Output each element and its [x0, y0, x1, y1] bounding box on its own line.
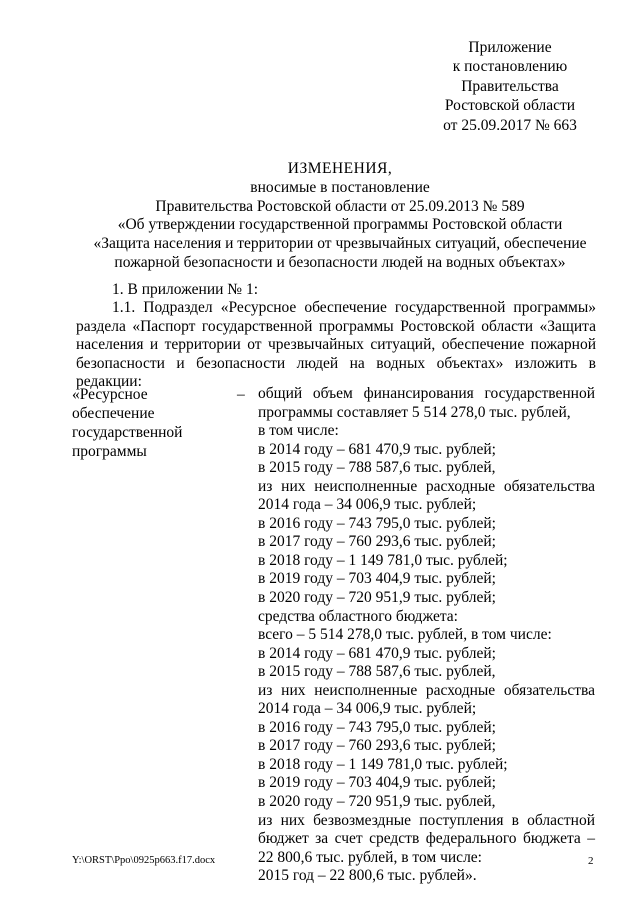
- item-1-heading: 1. В приложении № 1:: [112, 281, 259, 298]
- resource-label-line: «Ресурсное: [72, 386, 148, 403]
- resource-funding-line: из них неисполненные расходные обязательства: [258, 681, 595, 699]
- resource-funding-line: в 2015 году – 788 587,6 тыс. рублей,: [258, 459, 496, 477]
- footer-file-path: Y:\ORST\Ppo\0925p663.f17.docx: [72, 855, 216, 866]
- resource-funding-line: в 2020 году – 720 951,9 тыс. рублей,: [258, 793, 496, 811]
- title-main: ИЗМЕНЕНИЯ,: [287, 160, 393, 177]
- appendix-line: Приложение: [468, 39, 552, 56]
- resource-dash: –: [237, 386, 245, 403]
- resource-funding-line: средства областного бюджета:: [258, 607, 458, 625]
- appendix-line: Ростовской области: [444, 97, 576, 115]
- resource-funding-line: из них неисполненные расходные обязательства: [258, 477, 595, 495]
- resource-funding-line: в том числе:: [258, 422, 339, 440]
- resource-funding-line: в 2019 году – 703 404,9 тыс. рублей;: [258, 774, 496, 792]
- title-line: «Защита населения и территории от чрезвычайных ситуаций, обеспечение: [93, 235, 587, 253]
- resource-funding-line: в 2014 году – 681 470,9 тыс. рублей;: [258, 440, 496, 458]
- resource-funding-line: в 2016 году – 743 795,0 тыс. рублей;: [258, 514, 496, 532]
- resource-funding-line: в 2019 году – 703 404,9 тыс. рублей;: [258, 570, 496, 588]
- title-line: Правительства Ростовской области от 25.09.2013 № 589: [155, 197, 525, 215]
- appendix-heading: [420, 38, 600, 135]
- resource-funding-line: 22 800,6 тыс. рублей, в том числе:: [258, 848, 482, 866]
- resource-funding-line: 2015 год – 22 800,6 тыс. рублей».: [258, 867, 477, 885]
- resource-funding-line: всего – 5 514 278,0 тыс. рублей, в том числе:: [258, 626, 552, 644]
- title-line: вносимые в постановление: [250, 178, 430, 196]
- resource-label: [72, 385, 222, 461]
- resource-label-line: государственной: [72, 424, 183, 441]
- appendix-line: Правительства: [461, 77, 559, 95]
- resource-funding-line: в 2018 году – 1 149 781,0 тыс. рублей;: [258, 755, 508, 773]
- resource-label-line: программы: [72, 443, 147, 460]
- resource-funding-line: в 2015 году – 788 587,6 тыс. рублей,: [258, 663, 496, 681]
- page-number: 2: [588, 855, 594, 867]
- resource-funding-line: программы составляет 5 514 278,0 тыс. рублей,: [258, 403, 571, 421]
- resource-funding-line: 2014 года – 34 006,9 тыс. рублей;: [258, 700, 477, 718]
- resource-funding-line: из них безвозмездные поступления в областной: [258, 811, 595, 829]
- resource-funding-text: [258, 385, 595, 886]
- resource-funding-line: в 2020 году – 720 951,9 тыс. рублей;: [258, 589, 496, 607]
- resource-funding-line: общий объем финансирования государственной: [258, 385, 595, 402]
- resource-funding-line: в 2017 году – 760 293,6 тыс. рублей;: [258, 737, 496, 755]
- item-1-1-paragraph: 1.1. Подраздел «Ресурсное обеспечение государственной программы» раздела «Паспорт государственной программы Ростовской области «Защита населения и территории от чрезвычайных ситуаций, обеспечение пожарной безопасности и безопасности людей на водных объектах» изложить в редакции:: [76, 299, 596, 391]
- appendix-line: к постановлению: [452, 58, 568, 76]
- resource-funding-line: в 2018 году – 1 149 781,0 тыс. рублей;: [258, 551, 508, 569]
- resource-funding-line: в 2016 году – 743 795,0 тыс. рублей;: [258, 718, 496, 736]
- appendix-line: от 25.09.2017 № 663: [443, 116, 577, 134]
- resource-funding-line: в 2017 году – 760 293,6 тыс. рублей;: [258, 533, 496, 551]
- title-line: пожарной безопасности и безопасности людей на водных объектах»: [114, 253, 566, 271]
- resource-funding-line: 2014 года – 34 006,9 тыс. рублей;: [258, 496, 477, 514]
- resource-label-line: обеспечение: [72, 405, 155, 422]
- resource-funding-line: бюджет за счет средств федерального бюджета –: [258, 830, 595, 848]
- title-line: «Об утверждении государственной программы Ростовской области: [117, 216, 563, 234]
- resource-funding-line: в 2014 году – 681 470,9 тыс. рублей;: [258, 644, 496, 662]
- document-title: [60, 160, 620, 273]
